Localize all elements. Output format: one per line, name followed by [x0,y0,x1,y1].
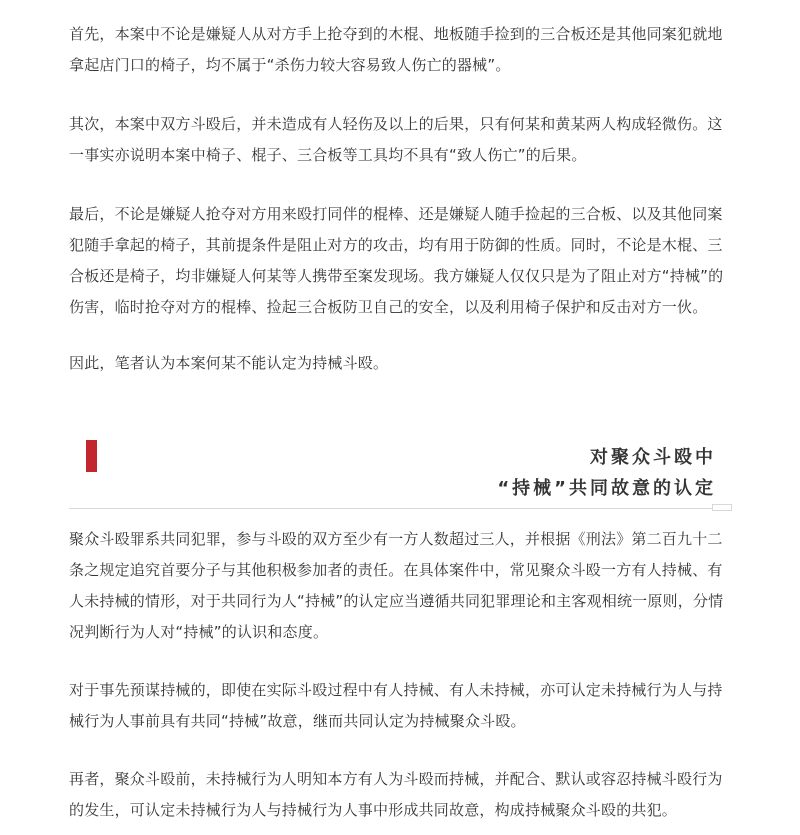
paragraph-second: 其次，本案中双方斗殴后，并未造成有人轻伤及以上的后果，只有何某和黄某两人构成轻微伤。这一事实亦说明本案中椅子、棍子、三合板等工具均不具有“致人伤亡”的后果。 [69,115,723,164]
heading-divider [69,508,712,509]
paragraph-conclusion: 因此，笔者认为本案何某不能认定为持械斗殴。 [69,354,389,372]
section-heading-line-1: 对聚众斗殴中 [590,447,716,468]
heading-divider-end-bottom [712,507,732,511]
paragraph-moreover: 再者，聚众斗殴前，未持械行为人明知本方有人为斗殴而持械，并配合、默认或容忍持械斗殴行为的发生，可认定未持械行为人与持械行为人事中形成共同故意，构成持械聚众斗殴的共犯。 [69,770,723,819]
paragraph-section-intro: 聚众斗殴罪系共同犯罪，参与斗殴的双方至少有一方人数超过三人，并根据《刑法》第二百九十二条之规定追究首要分子与其他积极参加者的责任。在具体案件中，常见聚众斗殴一方有人持械、有人未持械的情形，对于共同行为人“持械”的认定应当遵循共同犯罪理论和主客观相统一原则，分情况判断行为人对“持械”的认识和态度。 [69,530,724,641]
section-heading [69,437,734,517]
section-heading-line-2: “持械”共同故意的认定 [497,478,716,499]
heading-accent-bar [86,440,97,472]
paragraph-premeditated: 对于事先预谋持械的，即使在实际斗殴过程中有人持械、有人未持械，亦可认定未持械行为人与持械行为人事前具有共同“持械”故意，继而共同认定为持械聚众斗殴。 [69,681,723,730]
paragraph-first: 首先，本案中不论是嫌疑人从对方手上抢夺到的木棍、地板随手捡到的三合板还是其他同案犯就地拿起店门口的椅子，均不属于“杀伤力较大容易致人伤亡的器械”。 [69,25,723,74]
paragraph-third: 最后，不论是嫌疑人抢夺对方用来殴打同伴的棍棒、还是嫌疑人随手捡起的三合板、以及其他同案犯随手拿起的椅子，其前提条件是阻止对方的攻击，均有用于防御的性质。同时，不论是木棍、三合板还是椅子，均非嫌疑人何某等人携带至案发现场。我方嫌疑人仅仅只是为了阻止对方“持械”的伤害，临时抢夺对方的棍棒、捡起三合板防卫自己的安全，以及利用椅子保护和反击对方一伙。 [69,205,724,316]
